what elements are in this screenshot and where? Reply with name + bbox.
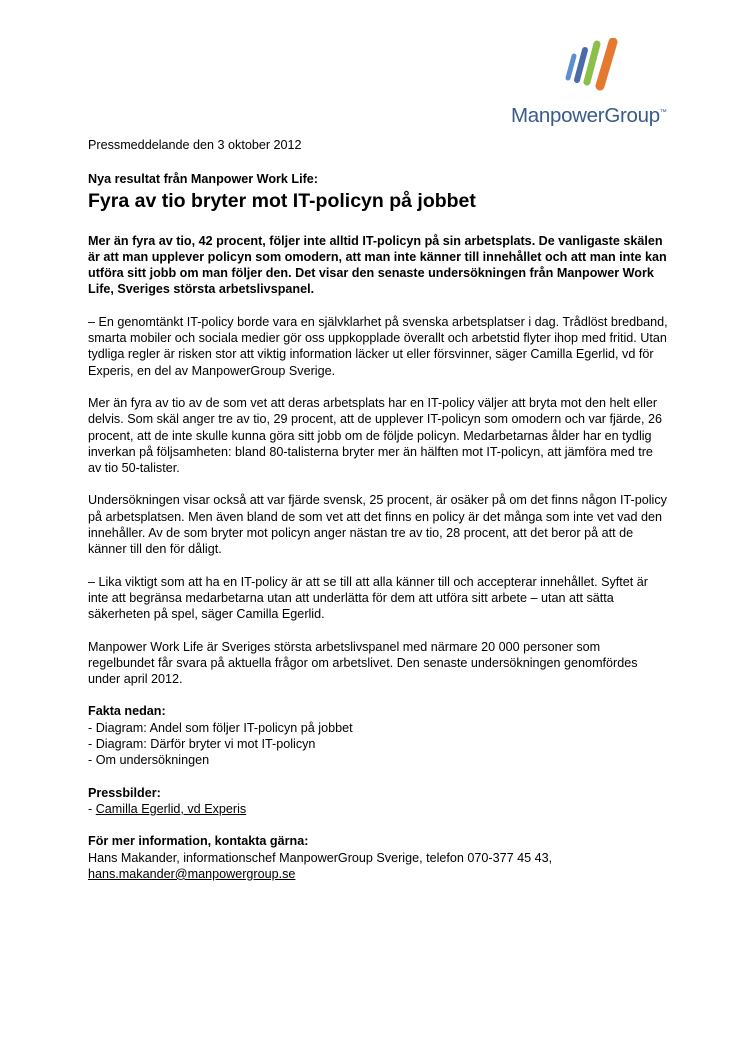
list-item: - Camilla Egerlid, vd Experis xyxy=(88,801,247,816)
press-images-title: Pressbilder: xyxy=(88,785,161,800)
contact-title: För mer information, kontakta gärna: xyxy=(88,834,309,849)
kicker: Nya resultat från Manpower Work Life: xyxy=(88,172,318,187)
logo-wordmark: ManpowerGroup™ xyxy=(511,104,667,127)
press-image-link[interactable]: Camilla Egerlid, vd Experis xyxy=(95,801,247,816)
list-item: - Diagram: Andel som följer IT-policyn på jobbet xyxy=(88,720,353,735)
press-images-list xyxy=(88,801,668,817)
contact-line: Hans Makander, informationschef ManpowerGroup Sverige, telefon 070-377 45 43, xyxy=(88,850,553,865)
facts-list xyxy=(88,720,668,769)
facts-title: Fakta nedan: xyxy=(88,704,166,719)
press-release xyxy=(88,137,668,882)
manpowergroup-logo-mark-icon xyxy=(560,38,622,94)
page-title: Fyra av tio bryter mot IT-policyn på jobbet xyxy=(88,189,476,212)
body-paragraph: – En genomtänkt IT-policy borde vara en självklarhet på svenska arbetsplatser i dag. Trådlöst bredband, smarta mobiler och sociala medier gör oss uppkopplade överallt och arbetstid flyter ihop med fritid. Utan tydliga regler är risken stor att viktig information läcker ut eller försvinner, säger Camilla Egerlid, vd för Experis, en del av ManpowerGroup Sverige. xyxy=(88,314,668,378)
lead-paragraph: Mer än fyra av tio, 42 procent, följer inte alltid IT-policyn på sin arbetsplats. De vanligaste skälen är att man upplever policyn som omodern, att man inte känner till innehållet och att man inte kan utföra sitt jobb om man följer den. Det visar den senaste undersökningen från Manpower Work Life, Sveriges största arbetslivspanel. xyxy=(88,233,667,297)
body-paragraph: Manpower Work Life är Sveriges största arbetslivspanel med närmare 20 000 personer som regelbundet får svara på aktuella frågor om arbetslivet. Den senaste undersökningen genomfördes under april 2012. xyxy=(88,639,638,687)
body-paragraph: Mer än fyra av tio av de som vet att deras arbetsplats har en IT-policy väljer att bryta mot den helt eller delvis. Som skäl anger tre av tio, 29 procent, att de upplever IT-policyn som omodern och var fjärde, 26 procent, att de inte skulle kunna göra sitt jobb om de följde policyn. Medarbetarnas ålder har en tydlig inverkan på följsamheten: bland 80-talisterna bryter mer än hälften mot IT-policyn, att jämföra med tre av tio 50-talister. xyxy=(88,395,663,476)
body-paragraph: – Lika viktigt som att ha en IT-policy är att se till att alla känner till och accepterar innehållet. Syftet är inte att begränsa medarbetarna utan att underlätta för dem att utföra sitt arbete – utan att sätta säkerheten på spel, säger Camilla Egerlid. xyxy=(88,574,648,622)
body-paragraph: Undersökningen visar också att var fjärde svensk, 25 procent, är osäker på om det finns någon IT-policy på arbetsplatsen. Men även bland de som vet att det finns en policy är det många som inte vet vad den innehåller. Av de som bryter mot policyn anger nästan tre av tio, 28 procent, att det beror på att de känner till den för dåligt. xyxy=(88,493,667,557)
email-link[interactable]: hans.makander@manpowergroup.se xyxy=(88,866,296,881)
list-item: - Om undersökningen xyxy=(88,753,210,768)
date-line: Pressmeddelande den 3 oktober 2012 xyxy=(88,138,302,152)
list-item: - Diagram: Därför bryter vi mot IT-policyn xyxy=(88,737,316,752)
manpowergroup-logo xyxy=(508,38,678,128)
